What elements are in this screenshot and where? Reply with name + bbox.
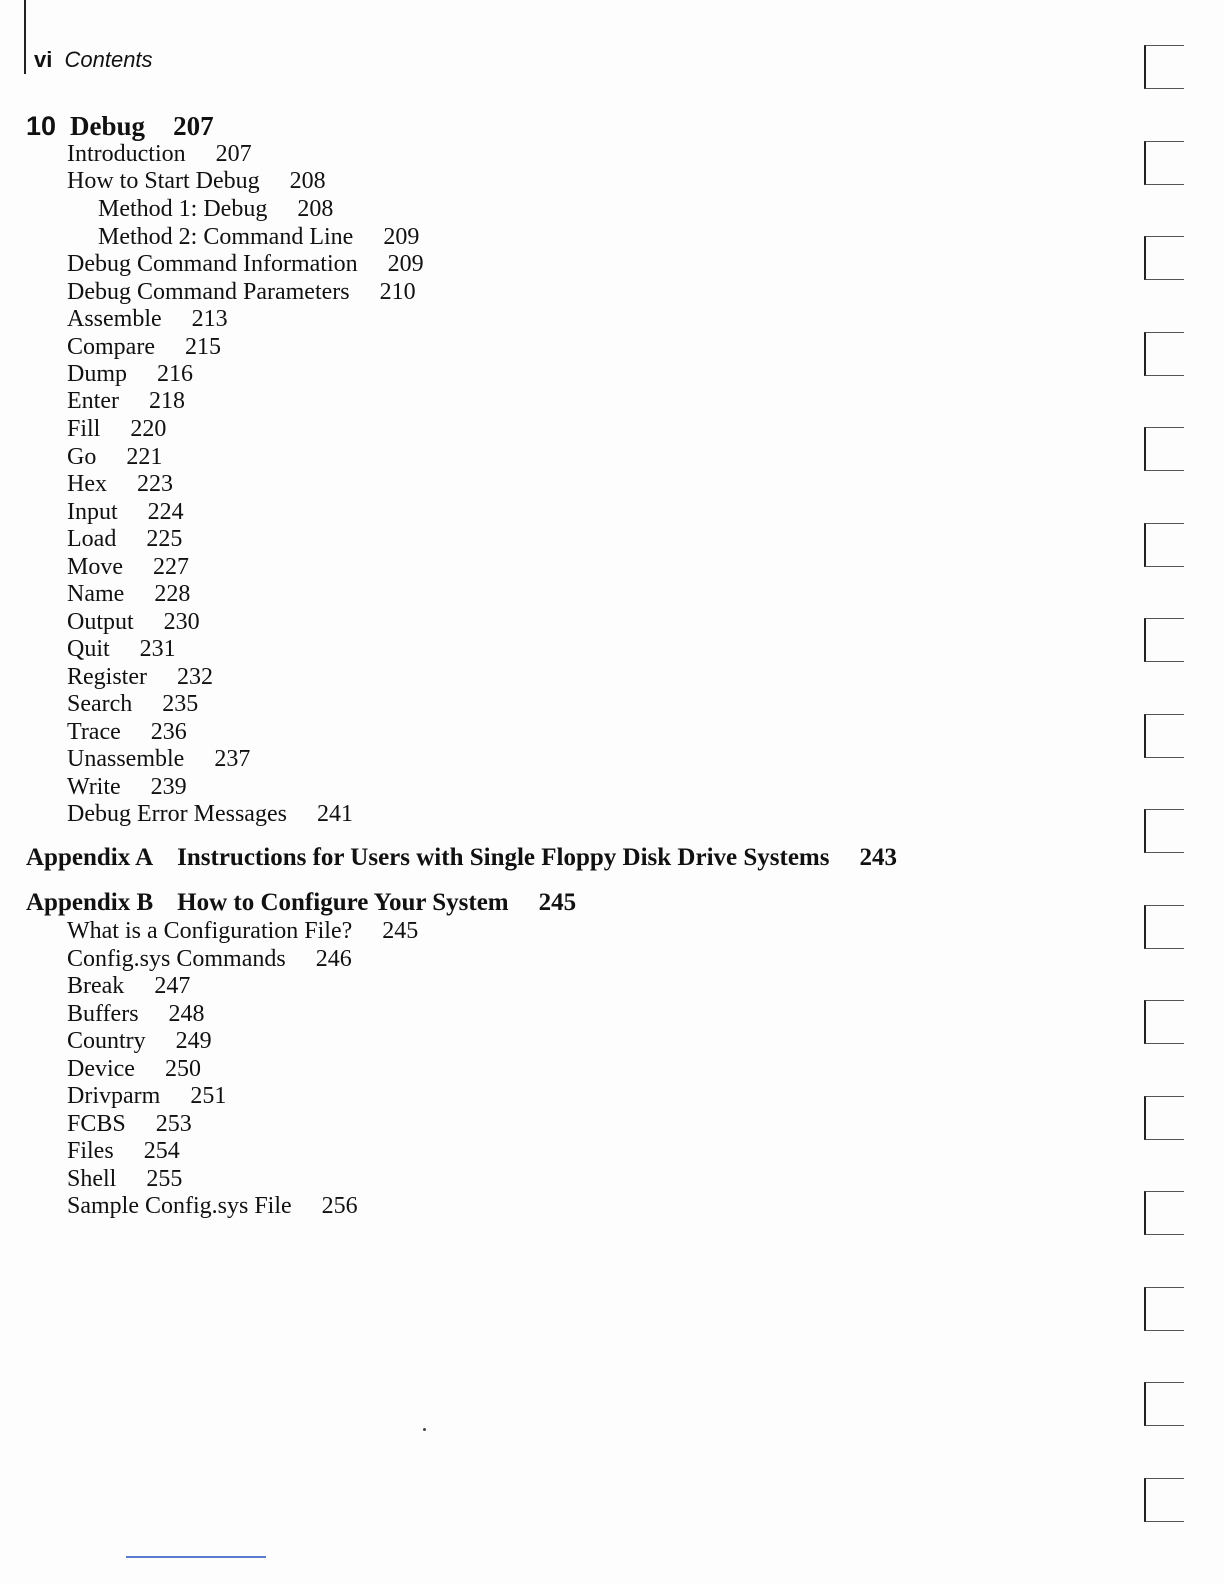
toc-entry-page: 254	[143, 1138, 180, 1164]
toc-entry-title: Register	[67, 664, 147, 690]
toc-entry	[67, 333, 221, 361]
toc-entry	[67, 773, 187, 801]
toc-entry-page: 216	[157, 361, 193, 387]
toc-entry-page: 245	[382, 918, 419, 944]
toc-entry-title: Drivparm	[67, 1083, 161, 1109]
toc-entry	[67, 470, 173, 498]
toc-entry-title: Load	[67, 526, 117, 552]
toc-entry-title: What is a Configuration File?	[67, 918, 353, 944]
toc-entry	[67, 945, 352, 973]
toc-entry-title: Sample Config.sys File	[67, 1193, 292, 1219]
toc-entry	[67, 800, 353, 828]
toc-entry	[67, 1027, 212, 1055]
toc-entry-page: 253	[155, 1111, 192, 1137]
toc-entry	[67, 972, 190, 1000]
toc-entry	[67, 608, 200, 636]
toc-entry-page: 247	[154, 973, 191, 999]
toc-entry-page: 251	[190, 1083, 227, 1109]
toc-chapter-entry	[26, 112, 214, 140]
binder-tab	[1144, 427, 1184, 471]
toc-entry	[67, 167, 326, 195]
page-header	[34, 46, 153, 74]
toc-entry	[67, 278, 416, 306]
toc-entry	[67, 1165, 182, 1193]
toc-entry-title: Unassemble	[67, 746, 185, 772]
binder-tab	[1144, 905, 1184, 949]
toc-appendix-entry	[26, 844, 897, 872]
toc-entry-title: Hex	[67, 471, 107, 497]
toc-entry-title: Debug	[70, 111, 146, 141]
toc-entry-title: Debug Command Information	[67, 251, 358, 277]
toc-entry-title: Enter	[67, 388, 119, 414]
toc-entry-page: 246	[315, 946, 352, 972]
toc-entry	[98, 223, 419, 251]
toc-entry-title: Instructions for Users with Single Floppy Disk Drive Systems	[177, 844, 830, 871]
toc-entry-page: 236	[150, 719, 187, 745]
toc-entry-title: Debug Command Parameters	[67, 279, 350, 305]
toc-entry-page: 224	[147, 499, 184, 525]
binder-tab	[1144, 236, 1184, 280]
running-title: Contents	[64, 47, 153, 72]
toc-entry-title: Output	[67, 609, 134, 635]
toc-entry	[67, 718, 187, 746]
binder-tab	[1144, 45, 1184, 89]
toc-entry-title: Quit	[67, 636, 110, 662]
toc-entry	[67, 663, 213, 691]
toc-entry-page: 210	[379, 279, 416, 305]
binder-tab	[1144, 714, 1184, 758]
toc-entry-page: 209	[383, 224, 420, 250]
toc-entry-page: 207	[215, 141, 252, 167]
toc-entry-title: Search	[67, 691, 133, 717]
toc-entry-page: 227	[153, 554, 189, 580]
toc-entry-page: 245	[538, 889, 577, 916]
toc-entry-title: Method 2: Command Line	[98, 224, 354, 250]
toc-entry-title: Name	[67, 581, 125, 607]
toc-entry-number: Appendix B	[26, 889, 154, 916]
toc-entry	[67, 387, 185, 415]
toc-entry	[67, 140, 252, 168]
toc-entry	[67, 635, 176, 663]
toc-entry-page: 221	[126, 444, 163, 470]
toc-entry-page: 255	[146, 1166, 183, 1192]
toc-entry-title: Trace	[67, 719, 121, 745]
toc-entry-title: Fill	[67, 416, 101, 442]
binding-gutter-line	[24, 0, 26, 74]
toc-entry-page: 248	[168, 1001, 205, 1027]
toc-entry-page: 256	[321, 1193, 358, 1219]
toc-entry-page: 213	[191, 306, 228, 332]
toc-entry-title: Device	[67, 1056, 135, 1082]
toc-entry	[67, 690, 198, 718]
toc-entry-page: 220	[130, 416, 167, 442]
binder-tab	[1144, 141, 1184, 185]
toc-entry-page: 208	[289, 168, 326, 194]
toc-entry-title: Method 1: Debug	[98, 196, 268, 222]
toc-entry	[67, 525, 182, 553]
toc-entry	[67, 745, 250, 773]
toc-entry-page: 223	[136, 471, 173, 497]
toc-entry	[67, 443, 162, 471]
toc-entry-title: FCBS	[67, 1111, 126, 1137]
footer-rule	[126, 1556, 266, 1558]
toc-entry-title: How to Configure Your System	[177, 889, 509, 916]
toc-entry	[67, 1000, 205, 1028]
toc-entry-page: 249	[175, 1028, 212, 1054]
toc-entry-page: 250	[164, 1056, 201, 1082]
toc-entry-title: Config.sys Commands	[67, 946, 286, 972]
toc-entry-page: 232	[176, 664, 213, 690]
toc-entry-title: Files	[67, 1138, 114, 1164]
binder-tab	[1144, 1382, 1184, 1426]
toc-entry	[67, 1192, 358, 1220]
toc-entry	[67, 305, 228, 333]
binder-tab	[1144, 1000, 1184, 1044]
toc-entry-title: Compare	[67, 334, 155, 360]
toc-entry	[67, 1110, 192, 1138]
toc-entry-page: 239	[150, 774, 187, 800]
toc-entry	[67, 360, 193, 388]
toc-entry	[67, 553, 189, 581]
toc-entry-page: 235	[162, 691, 199, 717]
toc-entry-title: Introduction	[67, 141, 186, 167]
toc-entry-page: 237	[214, 746, 251, 772]
toc-entry-title: How to Start Debug	[67, 168, 260, 194]
toc-entry-page: 209	[387, 251, 424, 277]
toc-entry	[67, 250, 424, 278]
toc-entry-title: Write	[67, 774, 121, 800]
toc-entry-title: Input	[67, 499, 118, 525]
toc-entry-title: Buffers	[67, 1001, 139, 1027]
toc-entry-title: Country	[67, 1028, 146, 1054]
toc-entry-page: 208	[297, 196, 334, 222]
toc-entry-page: 228	[154, 581, 191, 607]
binder-tab	[1144, 1191, 1184, 1235]
toc-entry	[67, 580, 190, 608]
toc-entry-title: Go	[67, 444, 97, 470]
toc-entry-title: Debug Error Messages	[67, 801, 287, 827]
toc-entry-page: 241	[316, 801, 353, 827]
toc-entry-title: Break	[67, 973, 125, 999]
scan-speck	[423, 1428, 426, 1431]
toc-entry-number: Appendix A	[26, 844, 154, 871]
toc-entry	[67, 415, 166, 443]
toc-entry-title: Shell	[67, 1166, 117, 1192]
binder-tab	[1144, 1287, 1184, 1331]
binder-tab	[1144, 1096, 1184, 1140]
binder-tab	[1144, 1478, 1184, 1522]
binder-tab	[1144, 618, 1184, 662]
page-folio: vi	[34, 47, 53, 72]
toc-entry-number: 10	[26, 111, 57, 141]
toc-entry	[67, 1055, 201, 1083]
toc-appendix-entry	[26, 889, 576, 917]
binder-tab	[1144, 332, 1184, 376]
toc-entry-title: Dump	[67, 361, 127, 387]
toc-entry-page: 218	[148, 388, 185, 414]
toc-entry-title: Assemble	[67, 306, 162, 332]
toc-entry-title: Move	[67, 554, 123, 580]
toc-entry	[67, 1137, 180, 1165]
toc-entry-page: 215	[184, 334, 221, 360]
binder-tab	[1144, 809, 1184, 853]
toc-entry	[67, 917, 418, 945]
toc-entry-page: 231	[139, 636, 176, 662]
toc-entry-page: 230	[163, 609, 200, 635]
toc-entry	[67, 498, 184, 526]
toc-entry	[98, 195, 333, 223]
binder-tab	[1144, 523, 1184, 567]
toc-entry-page: 225	[146, 526, 183, 552]
toc-entry	[67, 1082, 226, 1110]
toc-entry-page: 207	[173, 111, 214, 141]
toc-entry-page: 243	[859, 844, 897, 871]
